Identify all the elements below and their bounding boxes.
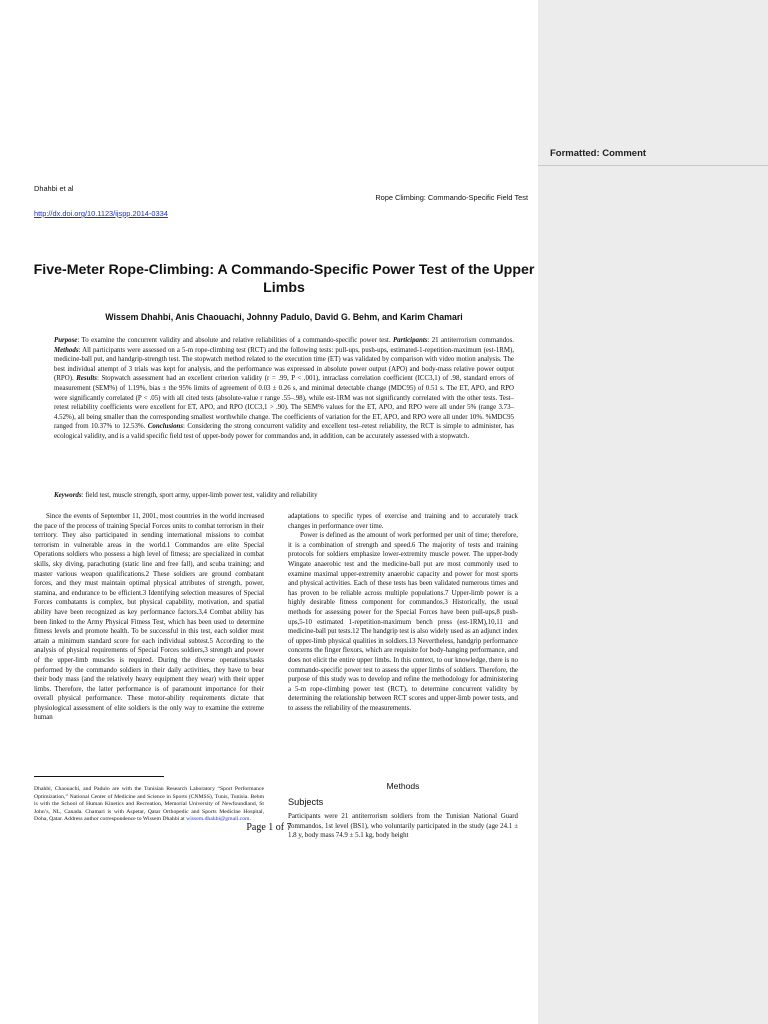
subsection-heading-subjects: Subjects xyxy=(288,797,324,807)
body-paragraph: Power is defined as the amount of work performed per unit of time; therefore, it is a combination of strength and speed.6 The majority of tests and training protocols for soldiers emphasize lower-extremity muscle power. The upper-body Wingate anaerobic test and the medicine-ball put are most commonly used to examine maximal upper-extremity anaerobic capacity and power for most sports and physical activities. Each of these tests has been validated numerous times and has proven to be reliable across multiple populations.7 Upper-limb power is a highly desirable fitness component for commandos.3 Historically, the usual methods for assessing power for the Special Forces have been pull-ups,8 push-ups,5-10 estimated 1-repetition-maximum bench press (est-1RM),10,11 and medicine-ball put tests.12 The handgrip test is also widely used as an adjunct index of upper-limb physical qualities in soldiers.13 Nevertheless, handgrip performance concerns the finger flexors, which are requisite for body-hanging performance, and does not elicit the entire upper limbs. In this context, to our knowledge, there is no commando-specific power test to assess the upper limbs of soldiers. Therefore, the purpose of this study was to develop and refine the methodology for administering a 5-m rope-climbing power test (RCT), to determine concurrent validity by determining the relationship between RCT scores and upper-limb power tests, and to assess the reliability of the measurements. xyxy=(288,532,518,712)
comment-sidebar xyxy=(538,0,768,1024)
author-footnote xyxy=(34,786,264,824)
running-header-author: Dhahbi et al xyxy=(34,184,74,193)
abstract-methods: : All participants were assessed on a 5-m rope-climbing test (RCT) and the following tests: pull-ups, push-ups, estimated-1-repetition-maximum (est-1RM), medicine-ball put, and handgrip-strength test. The stopwatch method related to the execution time (ET) was validated by comparison with video motion analysis. The best individual attempt of 3 trials was kept for analysis, and the performance was expressed in absolute power output (APO) and body-mass relative power output (RPO). xyxy=(54,346,514,383)
keywords xyxy=(54,491,514,501)
doi-link[interactable]: http://dx.doi.org/10.1123/ijspp.2014-0334 xyxy=(34,209,168,218)
format-comment-label[interactable]: Formatted: Comment xyxy=(550,148,647,159)
keywords-text: : field test, muscle strength, sport army, upper-limb power test, validity and reliability xyxy=(81,492,318,499)
footnote-text: Dhahbi, Chaouachi, and Padulo are with the Tunisian Research Laboratory “Sport Performance Optimization,” National Center of Medicine and Science in Sports (CNMSS), Tunis, Tunisia. Behm is with the School of Human Kinetics and Recreation, Memorial University of Newfoundland, St John’s, NL, Canada. Chamari is with Aspetar, Qatar Orthopedic and Sports Medicine Hospital, Doha, Qatar. Address author correspondence to Wissem Dhahbi at xyxy=(34,786,264,823)
abstract-results: : Stopwatch assessment had an excellent criterion validity (r = .99, P < .001), intraclass correlation coefficient (ICC3,1) of .98, standard errors of measurement (SEM%) of 1.19%, bias ± the 95% limits of agreement of 0.03 ± 0.26 s, and minimal detectable change (MDC95) of 0.51 s. The ET, APO, and RPO were significantly correlated (P < .05) with all cited tests (absolute-value r range .55–.98), while est-1RM was not significantly correlated with the other tests. Test–retest reliability coefficients were excellent for ET, APO, and RPO (ICC3,1 > .90). The SEM% values for the ET, APO, and RPO were all under 5% (range 3.73–4.52%), all being smaller than the corresponding smallest worthwhile change. The coefficients of variation for the ET, APO, and RPO were all under 10%. %MDC95 ranged from 10.37% to 12.53%. xyxy=(54,375,514,431)
abstract-purpose: : To examine the concurrent validity and absolute and relative reliabilities of a commando-specific power test. xyxy=(77,337,393,344)
body-column-left xyxy=(34,512,264,774)
section-heading-methods: Methods xyxy=(386,781,420,791)
author-list: Wissem Dhahbi, Anis Chaouachi, Johnny Padulo, David G. Behm, and Karim Chamari xyxy=(105,312,463,322)
abstract-conclusions: : Considering the strong concurrent validity and excellent test–retest reliability, the RCT is simple to administer, has ecological validity, and is a valid specific field test of upper-body power for commandos and, in addition, can be accurately assessed with a stopwatch. xyxy=(54,423,514,440)
abstract xyxy=(54,336,514,442)
abstract-methods-label: Methods xyxy=(54,346,79,354)
footnote-end: . xyxy=(249,816,251,823)
body-paragraph: Since the events of September 11, 2001, most countries in the world increased the pace of the process of training Special Forces units to combat terrorism in their territory. They also participated in sending international missions to combat terrorism in vulnerable areas in the world.1 Commandos are elite Special Operations soldiers who possess a high level of fitness; are specialized in combat skills, sky diving, parachuting (static line and free fall), and scuba training; and master various weapon qualifications.2 These soldiers are ground combatant forces, and they must maintain optimal physical attributes of strength, power, stamina, and endurance to be efficient.3 Identifying selection measures of Special Forces combatants is complex, but physical capability, motivation, and spatial ability have been recognized as key performance factors.3,4 Combat ability has been linked to the Army Physical Fitness Test, which has been used to determine fitness levels and promote health. To be successful in this test, each soldier must attain a minimum standard score for each individual subtest.5 According to the analysis of physical requirements of Special Forces soldiers,3 strength and power of the upper-limb muscles is required. During the diverse operations/tasks performed by the commando soldiers in their daily activities, they have to bear their body mass (and the relatively heavy equipment they wear) with their upper limbs. Therefore, the latter performance is of paramount importance for their overall physical performance. These motor-ability requirements dictate that physiological assessment of elite soldiers is the only way to examine the extreme human xyxy=(34,513,264,722)
abstract-conclusions-label: Conclusions xyxy=(147,423,184,431)
keywords-label: Keywords xyxy=(54,492,82,499)
subjects-paragraph: Participants were 21 antiterrorism soldiers from the Tunisian National Guard commandos, 1st level (BS1), who voluntarily participated in the study (age 24.1 ± 1.8 y, body mass 74.9 ± 5.1 kg, body height xyxy=(288,813,518,840)
author-email-link[interactable]: wissem.dhahbi@gmail.com xyxy=(186,816,250,823)
abstract-purpose-label: Purpose xyxy=(54,337,78,344)
page-number: Page 1 of 7 xyxy=(246,822,292,833)
running-header-title: Rope Climbing: Commando-Specific Field Test xyxy=(375,193,528,202)
body-column-right xyxy=(288,512,518,774)
body-paragraph: adaptations to specific types of exercise and training and to accurately track changes in performance over time. xyxy=(288,513,518,530)
footnote-divider xyxy=(34,776,164,777)
abstract-results-label: Results xyxy=(76,375,97,383)
comment-divider xyxy=(538,165,768,166)
abstract-participants: : 21 antiterrorism commandos. xyxy=(427,337,514,344)
paper-title: Five-Meter Rope-Climbing: A Commando-Specific Power Test of the Upper Limbs xyxy=(33,262,535,296)
abstract-participants-label: Participants xyxy=(392,337,428,344)
